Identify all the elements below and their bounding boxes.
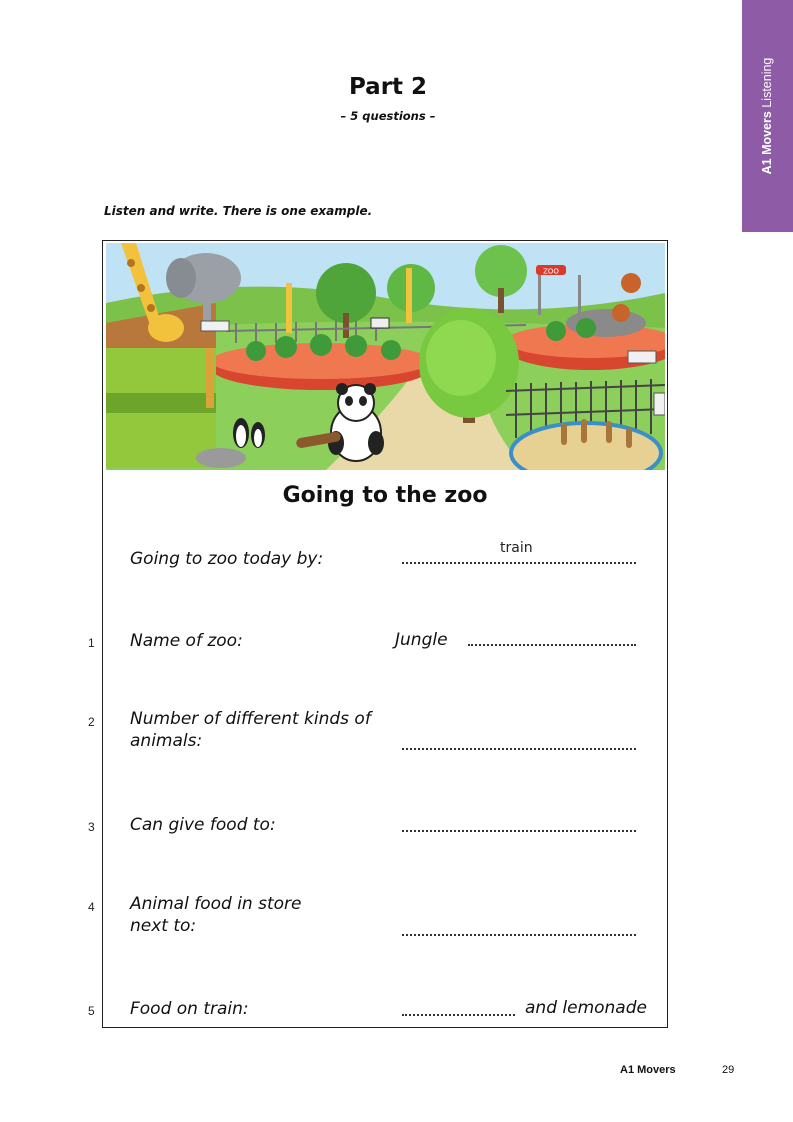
answer-field-5[interactable] [402, 1014, 515, 1016]
part-title: Part 2 [348, 74, 428, 100]
question-number: 5 [88, 1004, 95, 1018]
zoo-scene-svg [106, 243, 665, 470]
form-title: Going to the zoo [282, 483, 488, 508]
instruction: Listen and write. There is one example. [104, 204, 373, 218]
zoo-illustration [106, 243, 665, 470]
question-label: Animal food in store next to: [130, 894, 302, 936]
answer-prefix: Jungle [395, 630, 448, 650]
question-label: Name of zoo: [130, 631, 243, 651]
answer-field-2[interactable] [402, 748, 636, 750]
answer-field-4[interactable] [402, 934, 636, 936]
answer-field-3[interactable] [402, 830, 636, 832]
page-number: 29 [722, 1064, 735, 1076]
question-number: 3 [88, 820, 95, 834]
part-subtitle: – 5 questions – [340, 109, 436, 123]
question-label: Can give food to: [130, 815, 276, 835]
question-number: 4 [88, 900, 95, 914]
side-tab-paper: Listening [760, 57, 774, 108]
answer-suffix: and lemonade [525, 998, 647, 1018]
question-label: Food on train: [130, 999, 249, 1019]
side-tab-level: A1 Movers [760, 111, 774, 175]
example-label: Going to zoo today by: [130, 549, 324, 569]
zoo-sign-text: ZOO [543, 267, 559, 276]
question-label: Number of different kinds of animals: [130, 709, 371, 751]
example-answer: train [500, 540, 533, 556]
example-answer-line [402, 562, 636, 564]
footer-level: A1 Movers [620, 1064, 676, 1076]
answer-field-1[interactable] [468, 644, 636, 646]
question-number: 1 [88, 636, 95, 650]
question-number: 2 [88, 715, 95, 729]
